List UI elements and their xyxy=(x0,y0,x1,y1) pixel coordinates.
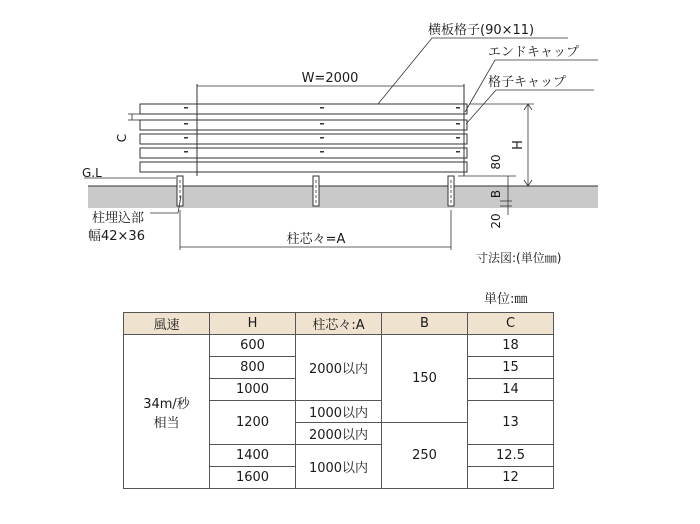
slat-label: 横板格子(90×11) xyxy=(428,23,535,38)
h-cell: 1000 xyxy=(210,379,296,401)
c-cell: 15 xyxy=(468,357,554,379)
b-cell: 150 xyxy=(382,335,468,423)
table-header-row xyxy=(124,313,554,335)
ground xyxy=(88,186,598,208)
spec-table xyxy=(123,312,554,489)
h-cell: 600 xyxy=(210,335,296,357)
h-cell: 1200 xyxy=(210,401,296,445)
h-cell: 1400 xyxy=(210,445,296,467)
slat xyxy=(140,134,467,144)
header-a: 柱芯々:A xyxy=(296,313,382,335)
gl-label: G.L xyxy=(82,166,102,180)
post-pitch-label: 柱芯々=A xyxy=(286,232,346,247)
a-cell: 1000以内 xyxy=(296,401,382,423)
table-row xyxy=(124,335,554,357)
unit-label: 単位:㎜ xyxy=(484,292,528,307)
post-size-label: 幅42×36 xyxy=(88,229,145,244)
slat xyxy=(140,148,467,158)
dim-b-label: B xyxy=(489,189,503,199)
c-cell: 12 xyxy=(468,467,554,489)
header-b: B xyxy=(382,313,468,335)
header-c: C xyxy=(468,313,554,335)
c-cell: 13 xyxy=(468,401,554,445)
slats xyxy=(140,104,467,172)
wind-cell xyxy=(124,335,210,489)
width-label: W=2000 xyxy=(301,71,359,86)
h-cell: 800 xyxy=(210,357,296,379)
a-cell: 2000以内 xyxy=(296,423,382,445)
header-h: H xyxy=(210,313,296,335)
h-cell: 1600 xyxy=(210,467,296,489)
slat xyxy=(140,104,467,114)
end-cap-label: エンドキャップ xyxy=(488,45,580,60)
post-embed-label: 柱埋込部 xyxy=(92,211,145,226)
b-cell: 250 xyxy=(382,423,468,489)
a-cell: 2000以内 xyxy=(296,335,382,401)
dim-80-label: 80 xyxy=(489,154,503,170)
dim-20-label: 20 xyxy=(489,213,503,229)
wind-value: 34m/秒 xyxy=(143,396,190,412)
c-cell: 12.5 xyxy=(468,445,554,467)
slat xyxy=(140,162,467,172)
c-cell: 14 xyxy=(468,379,554,401)
c-label: C xyxy=(115,133,129,143)
diagram-caption: 寸法図:(単位㎜) xyxy=(476,251,562,265)
slat xyxy=(140,120,467,130)
h-label: H xyxy=(511,140,526,150)
a-cell: 1000以内 xyxy=(296,445,382,489)
lattice-cap-label: 格子キャップ xyxy=(488,75,567,90)
header-wind: 風速 xyxy=(124,313,210,335)
c-cell: 18 xyxy=(468,335,554,357)
wind-note: 相当 xyxy=(153,415,180,431)
